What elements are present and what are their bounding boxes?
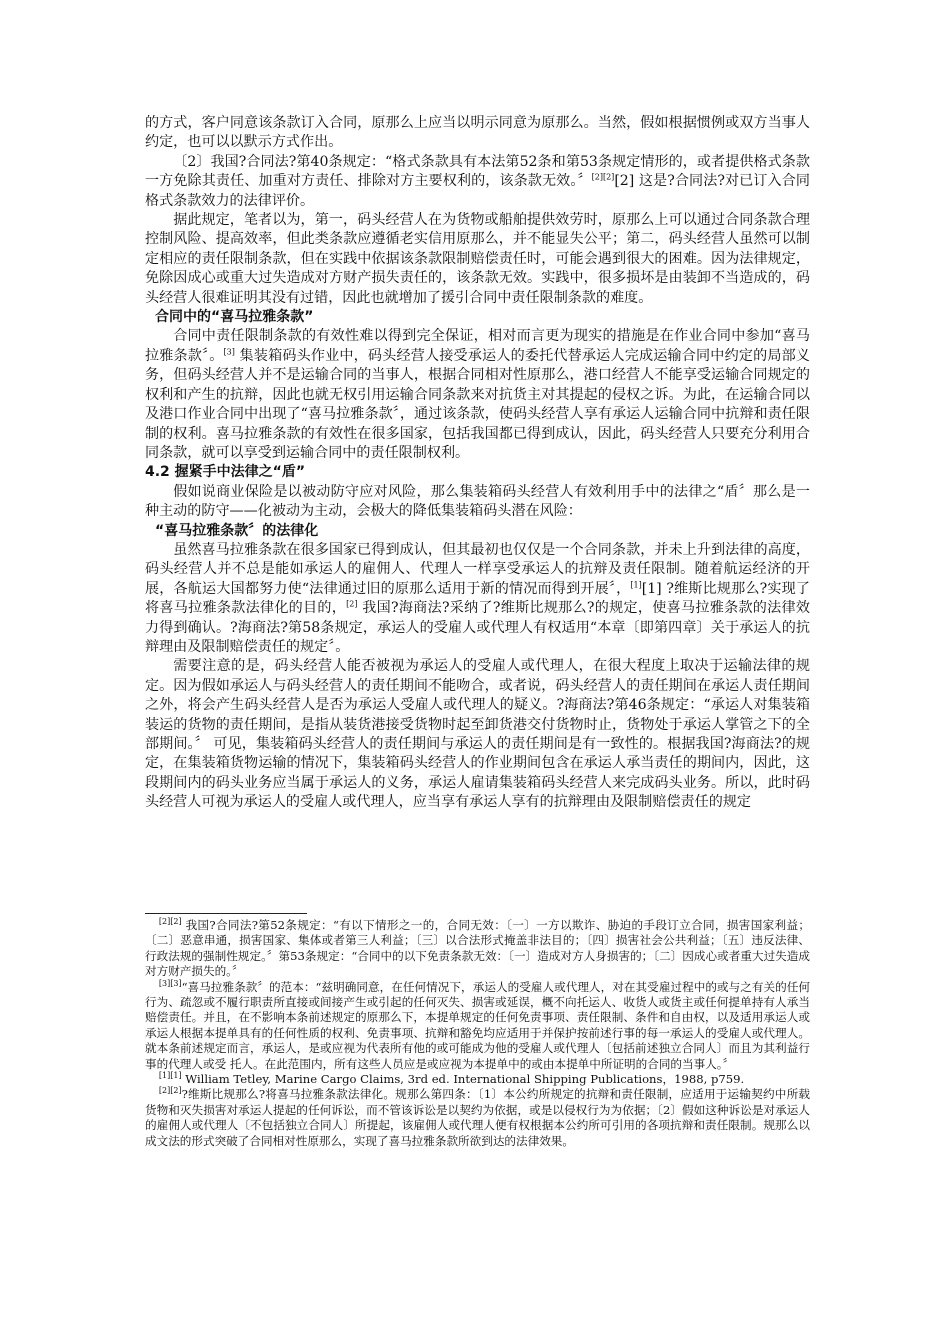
section-heading: “喜马拉雅条款〞的法律化 bbox=[155, 522, 319, 539]
body-text bbox=[145, 114, 810, 813]
paragraph: 据此规定，笔者以为，第一，码头经营人在为货物或船舶提供效劳时，原那么上可以通过合同条款合理控制风险、提高效率，但此类条款应遵循老实信用原那么，并不能显失公平；第二，码头经营人虽然可以制定相应的责任限制条款，但在实践中依据该条款限制赔偿责任时，可能会遇到很大的困难。因为法律规定，免除因成心或重大过失造成对方财产损失责任的，该条款无效。实践中，很多损坏是由装卸不当造成的，码头经营人很难证明其没有过错，因此也就增加了援引合同中责任限制条款的难度。 bbox=[145, 212, 810, 306]
footnotes bbox=[145, 918, 810, 1149]
footnote-number: [1][1] bbox=[158, 1071, 182, 1081]
footnote: [2][2]?维斯比规那么?将喜马拉雅条款法律化。规那么第四条：〔1〕本公约所规定的抗辩和责任限制，应适用于运输契约中所载货物和灭失损害对承运人提起的任何诉讼，而不管该诉讼是以契约为依据，或是以侵权行为为依据；〔2〕假如这种诉讼是对承运人的雇佣人或代理人〔不包括独立合同人〕所提起，该雇佣人或代理人便有权根据本公约所可引用的各项抗辩和责任限制。规那么以成文法的形式突破了合同相对性原那么，实现了喜马拉雅条款所欲到达的法律效果。 bbox=[145, 1086, 810, 1148]
paragraph: 的方式，客户同意该条款订入合同，原那么上应当以明示同意为原那么。当然，假如根据惯例或双方当事人约定，也可以以默示方式作出。 bbox=[145, 115, 810, 151]
section-heading: 4.2 握紧手中法律之“盾” bbox=[145, 464, 306, 481]
footnote-ref[interactable]: [1] bbox=[630, 580, 642, 590]
section-heading: 合同中的“喜马拉雅条款” bbox=[155, 309, 314, 326]
paragraph: 需要注意的是，码头经营人能否被视为承运人的受雇人或代理人，在很大程度上取决于运输法律的规定。因为假如承运人与码头经营人的责任期间不能吻合，或者说，码头经营人的责任期间在承运人责任期间之外，将会产生码头经营人是否为承运人受雇人或代理人的疑义。?海商法?第46条规定：“承运人对集装箱装运的货物的责任期间，是指从装货港接受货物时起至卸货港交付货物时止，货物处于承运人掌管之下的全部期间。〞 可见，集装箱码头经营人的责任期间与承运人的责任期间是有一致性的。根据我国?海商法?的规定，在集装箱货物运输的情况下，集装箱码头经营人的作业期间包含在承运人承当责任的期间内，因此，这段期间内的码头业务应当属于承运人的义务，承运人雇请集装箱码头经营人来完成码头业务。所以，此时码头经营人可视为承运人的受雇人或代理人，应当享有承运人享有的抗辩理由及限制赔偿责任的规定 bbox=[145, 658, 810, 811]
footnote-ref[interactable]: [2] bbox=[346, 599, 358, 609]
footnote-ref[interactable]: [2][2] bbox=[591, 172, 615, 182]
footnote-number: [2][2] bbox=[158, 1086, 182, 1096]
footnote: [1][1] William Tetley, Marine Cargo Claims, 3rd ed. International Shipping Publications，1988, p759. bbox=[158, 1071, 745, 1087]
footnote: [3][3]“喜马拉雅条款〞的范本：“兹明确同意，在任何情况下，承运人的受雇人或代理人，对在其受雇过程中的或与之有关的任何行为、疏忽或不履行职责所直接或间接产生或引起的任何灭失、损害或延误，概不向托运人、收货人或货主或任何提单持有人承当赔偿责任。并且，在不影响本条前述规定的原那么下，本提单规定的任何免责事项、责任限制、条件和自由权，以及适用承运人或承运人根据本提单具有的任何性质的权利、免责事项、抗辩和豁免均应适用于并保护按前述行事的每一承运人的受雇人或代理人。就本条前述规定而言，承运人，是或应视为代表所有他的或可能成为他的受雇人或代理人〔包括前述独立合同人〕而且为其利益行事的代理人或受 托人。在此范围内，所有这些人员应是或应视为本提单中的或由本提单中所证明的合同的当事人。〞 bbox=[145, 978, 810, 1071]
footnote-number: [2][2] bbox=[158, 917, 182, 927]
paragraph: 合同中责任限制条款的有效性难以得到完全保证，相对而言更为现实的措施是在作业合同中参加“喜马拉雅条款〞。[3] 集装箱码头作业中，码头经营人接受承运人的委托代替承运人完成运输合同中约定的局部义务，但码头经营人并不是运输合同的当事人，根据合同相对性原那么，港口经营人不能享受运输合同规定的权利和产生的抗辩，因此也就无权引用运输合同条款来对抗货主对其提起的侵权之诉。为此，在运输合同以及港口作业合同中出现了“喜马拉雅条款〞，通过该条款，使码头经营人享有承运人运输合同中抗辩和责任限制的权利。喜马拉雅条款的有效性在很多国家，包括我国都已得到成认，因此，码头经营人只要充分利用合同条款，就可以享受到运输合同中的责任限制权利。 bbox=[145, 328, 810, 461]
footnote-number: [3][3] bbox=[158, 978, 182, 988]
paragraph: 虽然喜马拉雅条款在很多国家已得到成认，但其最初也仅仅是一个合同条款，并未上升到法律的高度，码头经营人并不总是能如承运人的雇佣人、代理人一样享受承运人的抗辩及责任限制。随着航运经济的开展，各航运大国都努力使“法律通过旧的原那么适用于新的情况而得到开展〞，[1][1] ?维斯比规那么?实现了将喜马拉雅条款法律化的目的，[2] 我国?海商法?采纳了?维斯比规那么?的规定，使喜马拉雅条款的法律效力得到确认。?海商法?第58条规定，承运人的受雇人或代理人有权适用“本章〔即第四章〕关于承运人的抗辩理由及限制赔偿责任的规定〞。 bbox=[145, 541, 811, 655]
footnote-divider bbox=[145, 913, 307, 914]
paragraph: 假如说商业保险是以被动防守应对风险，那么集装箱码头经营人有效利用手中的法律之“盾〞那么是一种主动的防守——化被动为主动，会极大的降低集装箱码头潜在风险： bbox=[145, 483, 810, 520]
footnote: [2][2] 我国?合同法?第52条规定：“有以下情形之一的，合同无效：〔一〕一方以欺诈、胁迫的手段订立合同，损害国家利益；〔二〕恶意串通，损害国家、集体或者第三人利益；〔三〕以合法形式掩盖非法目的；〔四〕损害社会公共利益；〔五〕违反法律、行政法规的强制性规定。〞第53条规定：“合同中的以下免责条款无效：〔一〕造成对方人身损害的；〔二〕因成心或者重大过失造成对方财产损失的。〞 bbox=[145, 917, 810, 979]
paragraph: 〔2〕我国?合同法?第40条规定：“格式条款具有本法第52条和第53条规定情形的，或者提供格式条款一方免除其责任、加重对方责任、排除对方主要权利的，该条款无效。〞[2][2][2] 这是?合同法?对已订入合同格式条款效力的法律评价。 bbox=[145, 153, 810, 209]
footnote-ref[interactable]: [3] bbox=[223, 347, 235, 357]
